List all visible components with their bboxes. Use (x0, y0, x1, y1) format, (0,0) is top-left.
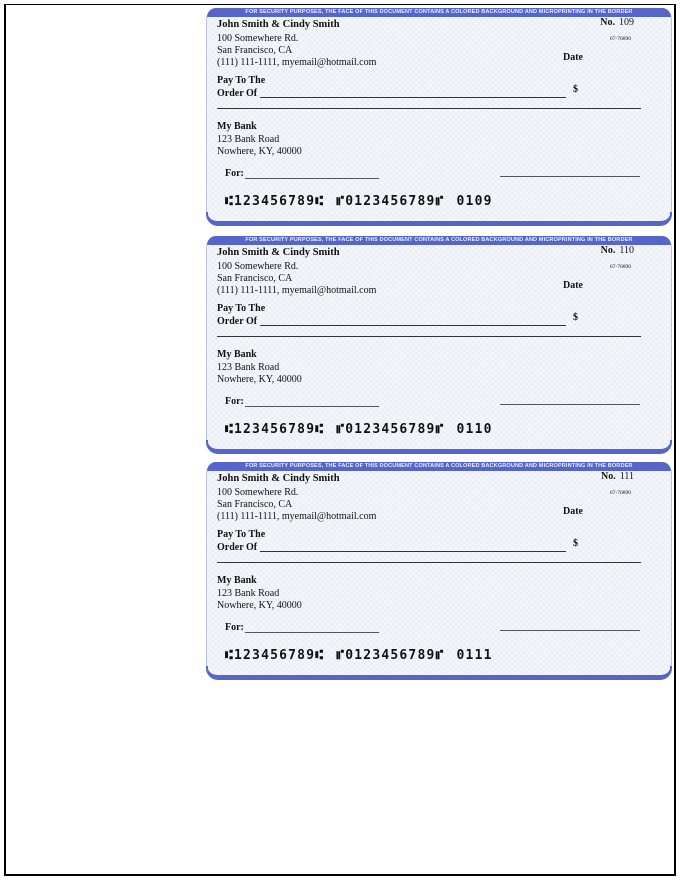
security-band: FOR SECURITY PURPOSES, THE FACE OF THIS DOCUMENT CONTAINS A COLORED BACKGROUND AND MICROPRINTING IN THE BORDER (207, 236, 671, 245)
contact-info: (111) 111-1111, myemail@hotmail.com (217, 511, 377, 522)
check-109 (206, 8, 672, 222)
micr-line (225, 194, 505, 209)
date-label: Date (563, 280, 583, 291)
check-number-label: No. (601, 471, 616, 482)
check-number-value: 110 (619, 245, 634, 256)
order-of-label: Order Of (217, 88, 258, 99)
check-number-value: 111 (619, 471, 634, 482)
address-line-2: San Francisco, CA (217, 273, 293, 284)
check-number-value: 109 (619, 17, 634, 28)
bank-address-1: 123 Bank Road (217, 588, 280, 599)
pay-to-label: Pay To The (217, 529, 266, 540)
payee-field[interactable] (260, 97, 566, 98)
check-number-label: No. (600, 17, 615, 28)
date-label: Date (563, 52, 583, 63)
routing-fraction: 67-76890 (609, 36, 631, 42)
micr-line (225, 648, 505, 663)
check-number (601, 471, 634, 482)
check-number (600, 17, 634, 28)
memo-label: For: (225, 396, 244, 407)
address-line-2: San Francisco, CA (217, 45, 293, 56)
address-line-1: 100 Somewhere Rd. (217, 33, 299, 44)
bank-address-2: Nowhere, KY, 40000 (217, 146, 302, 157)
signature-field[interactable] (500, 176, 640, 177)
account-holder: John Smith & Cindy Smith (217, 247, 340, 258)
bank-address-1: 123 Bank Road (217, 362, 280, 373)
dollar-sign: $ (573, 84, 578, 95)
signature-field[interactable] (500, 404, 640, 405)
check-number-label: No. (600, 245, 616, 256)
bank-address-2: Nowhere, KY, 40000 (217, 600, 302, 611)
amount-words-field[interactable] (217, 336, 641, 337)
memo-label: For: (225, 168, 244, 179)
micr-account: ⑈0123456789⑈ (336, 648, 445, 663)
amount-words-field[interactable] (217, 108, 641, 109)
security-band: FOR SECURITY PURPOSES, THE FACE OF THIS DOCUMENT CONTAINS A COLORED BACKGROUND AND MICROPRINTING IN THE BORDER (207, 8, 671, 17)
contact-info: (111) 111-1111, myemail@hotmail.com (217, 285, 377, 296)
micr-check-number: 0110 (456, 422, 493, 437)
micr-account: ⑈0123456789⑈ (336, 194, 445, 209)
bank-address-2: Nowhere, KY, 40000 (217, 374, 302, 385)
dollar-sign: $ (573, 538, 578, 549)
bank-address-1: 123 Bank Road (217, 134, 280, 145)
memo-field[interactable] (245, 178, 379, 179)
bank-name: My Bank (217, 121, 257, 132)
memo-field[interactable] (245, 632, 379, 633)
micr-routing: ⑆123456789⑆ (225, 194, 325, 209)
payee-field[interactable] (260, 551, 566, 552)
memo-label: For: (225, 622, 244, 633)
memo-field[interactable] (245, 406, 379, 407)
routing-fraction: 67-76890 (609, 264, 631, 270)
micr-routing: ⑆123456789⑆ (225, 422, 325, 437)
payee-field[interactable] (260, 325, 566, 326)
bank-name: My Bank (217, 575, 257, 586)
check-number (601, 245, 634, 256)
bank-name: My Bank (217, 349, 257, 360)
order-of-label: Order Of (217, 542, 258, 553)
micr-account: ⑈0123456789⑈ (336, 422, 445, 437)
amount-words-field[interactable] (217, 562, 641, 563)
date-label: Date (563, 506, 583, 517)
check-110 (206, 236, 672, 450)
security-band: FOR SECURITY PURPOSES, THE FACE OF THIS DOCUMENT CONTAINS A COLORED BACKGROUND AND MICROPRINTING IN THE BORDER (207, 462, 671, 471)
routing-fraction: 67-76890 (609, 490, 631, 496)
micr-routing: ⑆123456789⑆ (225, 648, 325, 663)
micr-check-number: 0109 (456, 194, 493, 209)
pay-to-label: Pay To The (217, 75, 266, 86)
account-holder: John Smith & Cindy Smith (217, 19, 340, 30)
address-line-1: 100 Somewhere Rd. (217, 487, 299, 498)
account-holder: John Smith & Cindy Smith (217, 473, 340, 484)
contact-info: (111) 111-1111, myemail@hotmail.com (217, 57, 377, 68)
pay-to-label: Pay To The (217, 303, 266, 314)
dollar-sign: $ (573, 312, 578, 323)
address-line-2: San Francisco, CA (217, 499, 293, 510)
micr-line (225, 422, 505, 437)
signature-field[interactable] (500, 630, 640, 631)
order-of-label: Order Of (217, 316, 258, 327)
address-line-1: 100 Somewhere Rd. (217, 261, 299, 272)
micr-check-number: 0111 (456, 648, 493, 663)
check-111 (206, 462, 672, 676)
